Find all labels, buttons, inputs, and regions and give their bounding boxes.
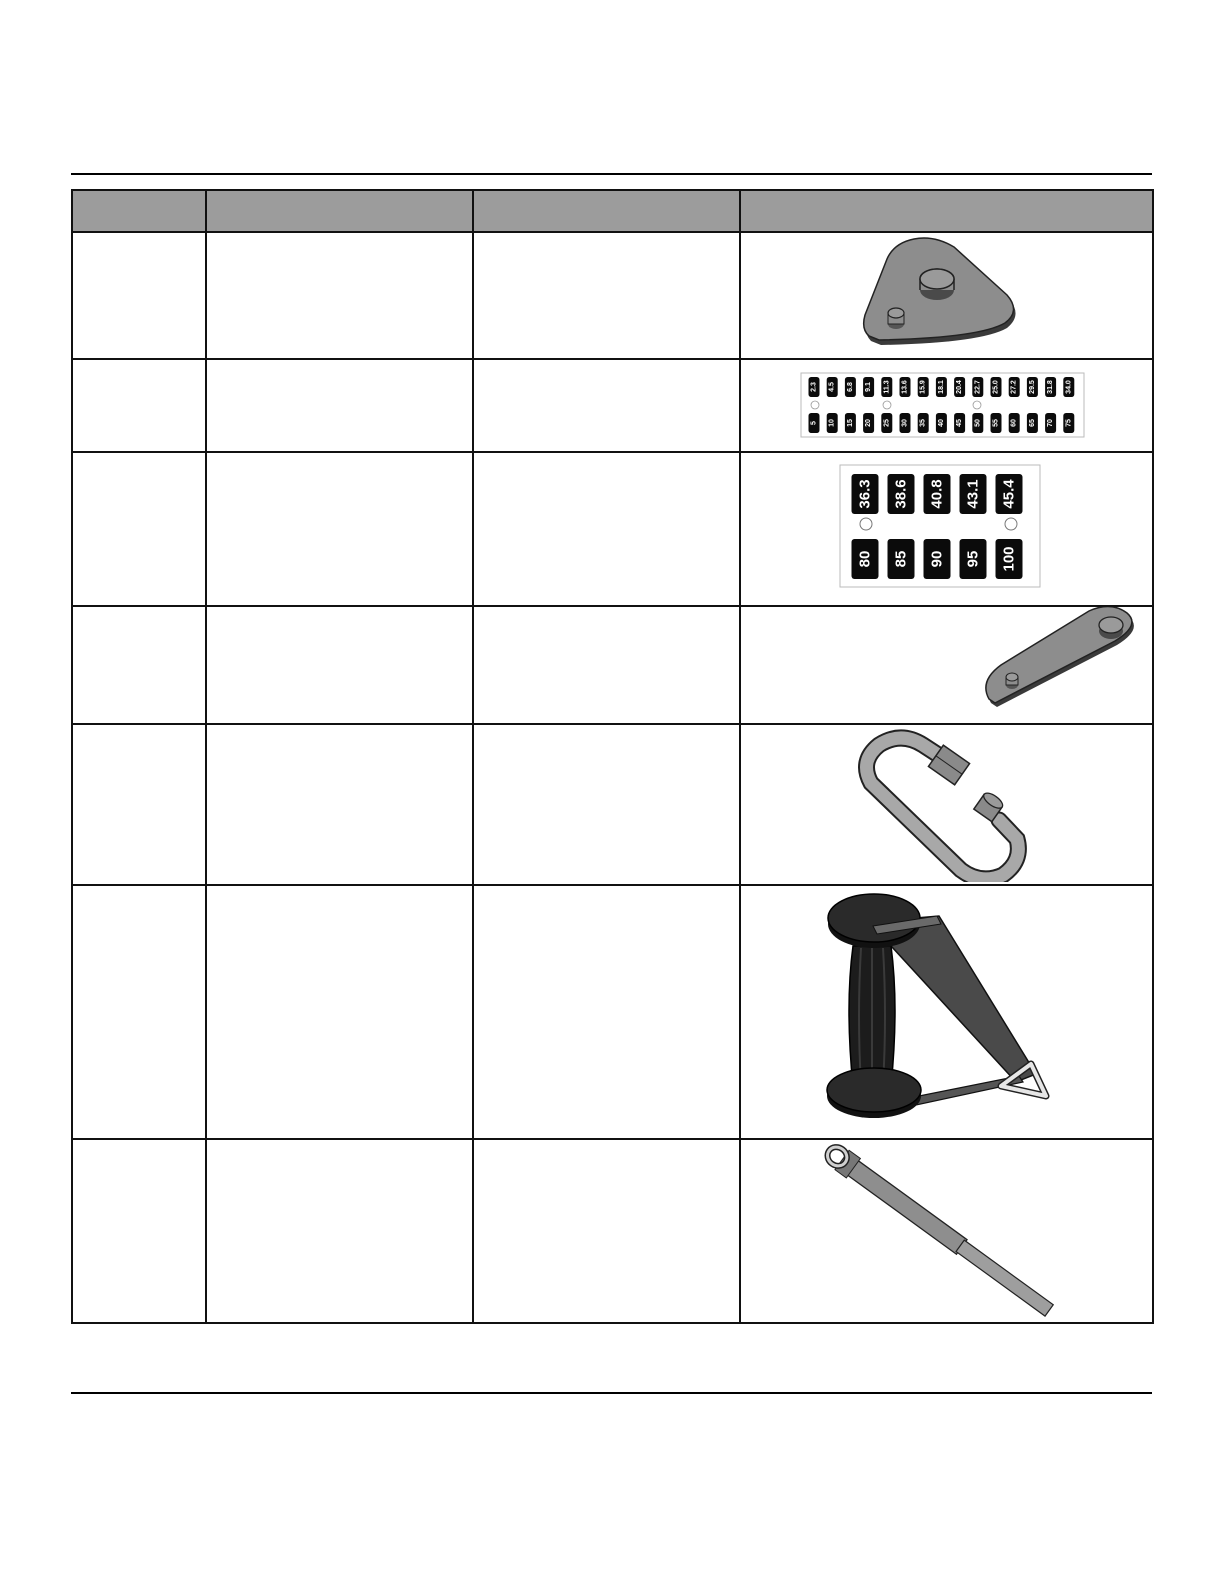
weight-label-value: 27.2 bbox=[1010, 380, 1018, 394]
table-row bbox=[72, 724, 1153, 885]
weight-label-value: 11.3 bbox=[883, 380, 891, 394]
table-row bbox=[72, 359, 1153, 452]
weight-label-value: 38.6 bbox=[892, 479, 910, 509]
parts-table bbox=[71, 189, 1154, 1324]
weight-label-value: 20 bbox=[865, 419, 873, 427]
cell-image bbox=[740, 885, 1153, 1139]
cell-image bbox=[740, 724, 1153, 885]
weight-label-value: 35 bbox=[919, 419, 927, 427]
table-row bbox=[72, 232, 1153, 359]
weight-label-value: 20.4 bbox=[956, 380, 964, 394]
quick-link-icon bbox=[741, 725, 1150, 882]
cell-key bbox=[72, 724, 206, 885]
weight-label-card-icon bbox=[741, 453, 1150, 603]
weight-label-value: 45.4 bbox=[1000, 479, 1018, 509]
parts-table-header bbox=[72, 190, 1153, 232]
weight-label-value: 15 bbox=[846, 419, 854, 427]
weight-label-value: 90 bbox=[928, 550, 946, 568]
cell-quantity bbox=[473, 359, 740, 452]
weight-label-value: 22.7 bbox=[974, 380, 982, 394]
triangular-weight-plate-icon bbox=[741, 233, 1150, 356]
weight-label-value: 40 bbox=[937, 419, 945, 427]
cell-quantity bbox=[473, 724, 740, 885]
weight-label-value: 60 bbox=[1010, 419, 1018, 427]
weight-label-value: 30 bbox=[901, 419, 909, 427]
bottom-rule bbox=[71, 1392, 1152, 1394]
cell-description bbox=[206, 452, 473, 606]
cell-image bbox=[740, 1139, 1153, 1323]
weight-label-value: 4.5 bbox=[828, 382, 836, 392]
weight-label-value: 5 bbox=[810, 421, 818, 425]
weight-label-value: 45 bbox=[956, 419, 964, 427]
weight-label-value: 55 bbox=[992, 419, 1000, 427]
header-col-4 bbox=[740, 190, 1153, 232]
weight-label-value: 15.9 bbox=[919, 380, 927, 394]
header-col-2 bbox=[206, 190, 473, 232]
cell-description bbox=[206, 885, 473, 1139]
weight-label-value: 75 bbox=[1065, 419, 1073, 427]
cell-quantity bbox=[473, 1139, 740, 1323]
weight-label-value: 65 bbox=[1028, 419, 1036, 427]
cell-description bbox=[206, 359, 473, 452]
table-row bbox=[72, 885, 1153, 1139]
weight-label-value: 18.1 bbox=[937, 380, 945, 394]
cell-key bbox=[72, 359, 206, 452]
table-row bbox=[72, 606, 1153, 724]
weight-label-value: 50 bbox=[974, 419, 982, 427]
header-col-3 bbox=[473, 190, 740, 232]
cell-quantity bbox=[473, 885, 740, 1139]
weight-label-value: 9.1 bbox=[865, 382, 873, 392]
cell-image bbox=[740, 359, 1153, 452]
weight-label-value: 40.8 bbox=[928, 479, 946, 509]
oval-weight-plate-icon bbox=[741, 607, 1150, 721]
weight-label-value: 2.3 bbox=[810, 382, 818, 392]
weight-label-value: 10 bbox=[828, 419, 836, 427]
weight-label-value: 25 bbox=[883, 419, 891, 427]
table-row bbox=[72, 1139, 1153, 1323]
weight-label-value: 25.0 bbox=[992, 380, 1000, 394]
weight-label-value: 100 bbox=[1000, 546, 1018, 572]
table-row bbox=[72, 452, 1153, 606]
weight-label-value: 43.1 bbox=[964, 479, 982, 509]
weight-label-value: 95 bbox=[964, 550, 982, 568]
cell-description bbox=[206, 724, 473, 885]
weight-label-value: 85 bbox=[892, 550, 910, 568]
weight-label-value: 6.8 bbox=[846, 382, 854, 392]
cell-description bbox=[206, 232, 473, 359]
weight-label-value: 34.0 bbox=[1065, 380, 1073, 394]
weight-label-value: 13.6 bbox=[901, 380, 909, 394]
cell-image bbox=[740, 606, 1153, 724]
extension-strap-icon bbox=[741, 1140, 1150, 1320]
weight-label-value: 80 bbox=[856, 550, 874, 568]
cell-key bbox=[72, 606, 206, 724]
cell-quantity bbox=[473, 452, 740, 606]
cell-key bbox=[72, 885, 206, 1139]
cell-image bbox=[740, 452, 1153, 606]
cell-key bbox=[72, 1139, 206, 1323]
header-col-1 bbox=[72, 190, 206, 232]
cell-description bbox=[206, 606, 473, 724]
weight-label-value: 31.8 bbox=[1047, 380, 1055, 394]
top-rule bbox=[71, 173, 1152, 175]
cell-quantity bbox=[473, 606, 740, 724]
cell-key bbox=[72, 232, 206, 359]
weight-label-value: 36.3 bbox=[856, 479, 874, 509]
cell-quantity bbox=[473, 232, 740, 359]
cell-image bbox=[740, 232, 1153, 359]
weight-label-value: 70 bbox=[1047, 419, 1055, 427]
weight-label-value: 29.5 bbox=[1028, 380, 1036, 394]
cell-description bbox=[206, 1139, 473, 1323]
cell-key bbox=[72, 452, 206, 606]
weight-label-strip-icon bbox=[741, 360, 1150, 449]
handle-strap-icon bbox=[741, 886, 1150, 1136]
